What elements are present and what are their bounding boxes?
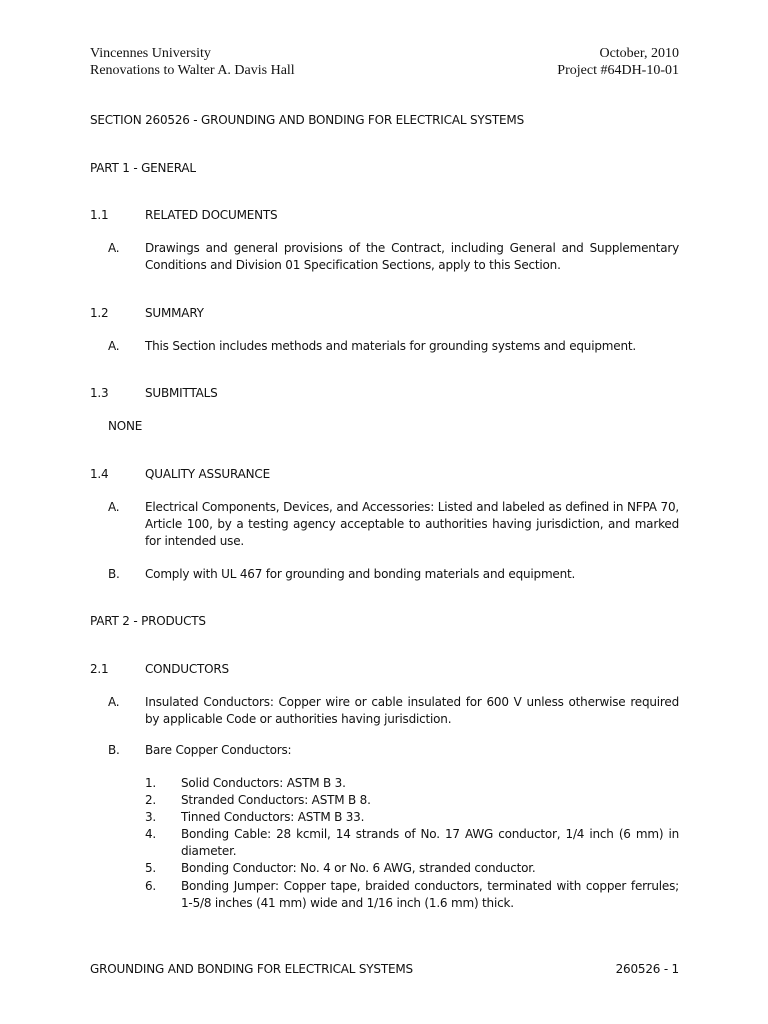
institution-name: Vincennes University — [90, 46, 211, 61]
section-2-1-b-text: Bare Copper Conductors: — [145, 743, 292, 757]
part-1-title: PART 1 - GENERAL — [90, 161, 196, 175]
section-1-1-number: 1.1 — [90, 208, 109, 222]
part-2-title: PART 2 - PRODUCTS — [90, 614, 206, 628]
section-1-2-a-text: This Section includes methods and materials for grounding systems and equipment. — [145, 339, 636, 353]
list-item-number: 3. — [145, 810, 157, 824]
section-1-2-title: SUMMARY — [145, 306, 204, 320]
section-1-1-a-letter: A. — [108, 241, 120, 255]
section-2-1-number: 2.1 — [90, 662, 109, 676]
list-item-number: 6. — [145, 879, 157, 893]
section-title: SECTION 260526 - GROUNDING AND BONDING FOR ELECTRICAL SYSTEMS — [90, 113, 524, 127]
list-item-number: 4. — [145, 827, 157, 841]
section-1-1-title: RELATED DOCUMENTS — [145, 208, 278, 222]
section-1-4-a-text: Electrical Components, Devices, and Accessories: Listed and labeled as defined in NFPA 70, Article 100, by a testing agency acceptable to authorities having jurisdiction, and marked for intended use. — [145, 500, 679, 548]
section-1-4-title: QUALITY ASSURANCE — [145, 467, 270, 481]
list-item-text: Bonding Jumper: Copper tape, braided conductors, terminated with copper ferrules; 1-5/8 inches (41 mm) wide and 1/16 inch (1.6 mm) thick. — [181, 879, 679, 910]
section-1-2-a-letter: A. — [108, 339, 120, 353]
list-item-number: 5. — [145, 861, 157, 875]
section-1-4-b-text: Comply with UL 467 for grounding and bonding materials and equipment. — [145, 567, 576, 581]
project-name: Renovations to Walter A. Davis Hall — [90, 63, 295, 78]
footer-title: GROUNDING AND BONDING FOR ELECTRICAL SYSTEMS — [90, 962, 413, 976]
list-item-text: Stranded Conductors: ASTM B 8. — [181, 793, 371, 807]
section-2-1-b-letter: B. — [108, 743, 120, 757]
section-2-1-title: CONDUCTORS — [145, 662, 229, 676]
footer-page-number: 260526 - 1 — [615, 962, 679, 976]
section-1-2-number: 1.2 — [90, 306, 109, 320]
list-item-text: Solid Conductors: ASTM B 3. — [181, 776, 346, 790]
project-number: Project #64DH-10-01 — [557, 63, 679, 78]
list-item-number: 2. — [145, 793, 157, 807]
section-2-1-a-text: Insulated Conductors: Copper wire or cable insulated for 600 V unless otherwise required by applicable Code or authorities having jurisdiction. — [145, 695, 679, 726]
list-item-text: Tinned Conductors: ASTM B 33. — [181, 810, 365, 824]
section-1-4-b-letter: B. — [108, 567, 120, 581]
section-2-1-a-letter: A. — [108, 695, 120, 709]
section-1-4-number: 1.4 — [90, 467, 109, 481]
section-1-3-number: 1.3 — [90, 386, 109, 400]
list-item-text: Bonding Conductor: No. 4 or No. 6 AWG, stranded conductor. — [181, 861, 536, 875]
list-item-text: Bonding Cable: 28 kcmil, 14 strands of No. 17 AWG conductor, 1/4 inch (6 mm) in diameter. — [181, 827, 679, 858]
header-date: October, 2010 — [599, 46, 679, 61]
header-right — [557, 45, 679, 79]
list-item-number: 1. — [145, 776, 157, 790]
section-1-1-a-text: Drawings and general provisions of the Contract, including General and Supplementary Conditions and Division 01 Specification Sections, apply to this Section. — [145, 241, 679, 272]
section-1-4-a-letter: A. — [108, 500, 120, 514]
header-left — [90, 45, 295, 79]
section-1-3-title: SUBMITTALS — [145, 386, 218, 400]
section-1-3-note: NONE — [108, 419, 143, 433]
